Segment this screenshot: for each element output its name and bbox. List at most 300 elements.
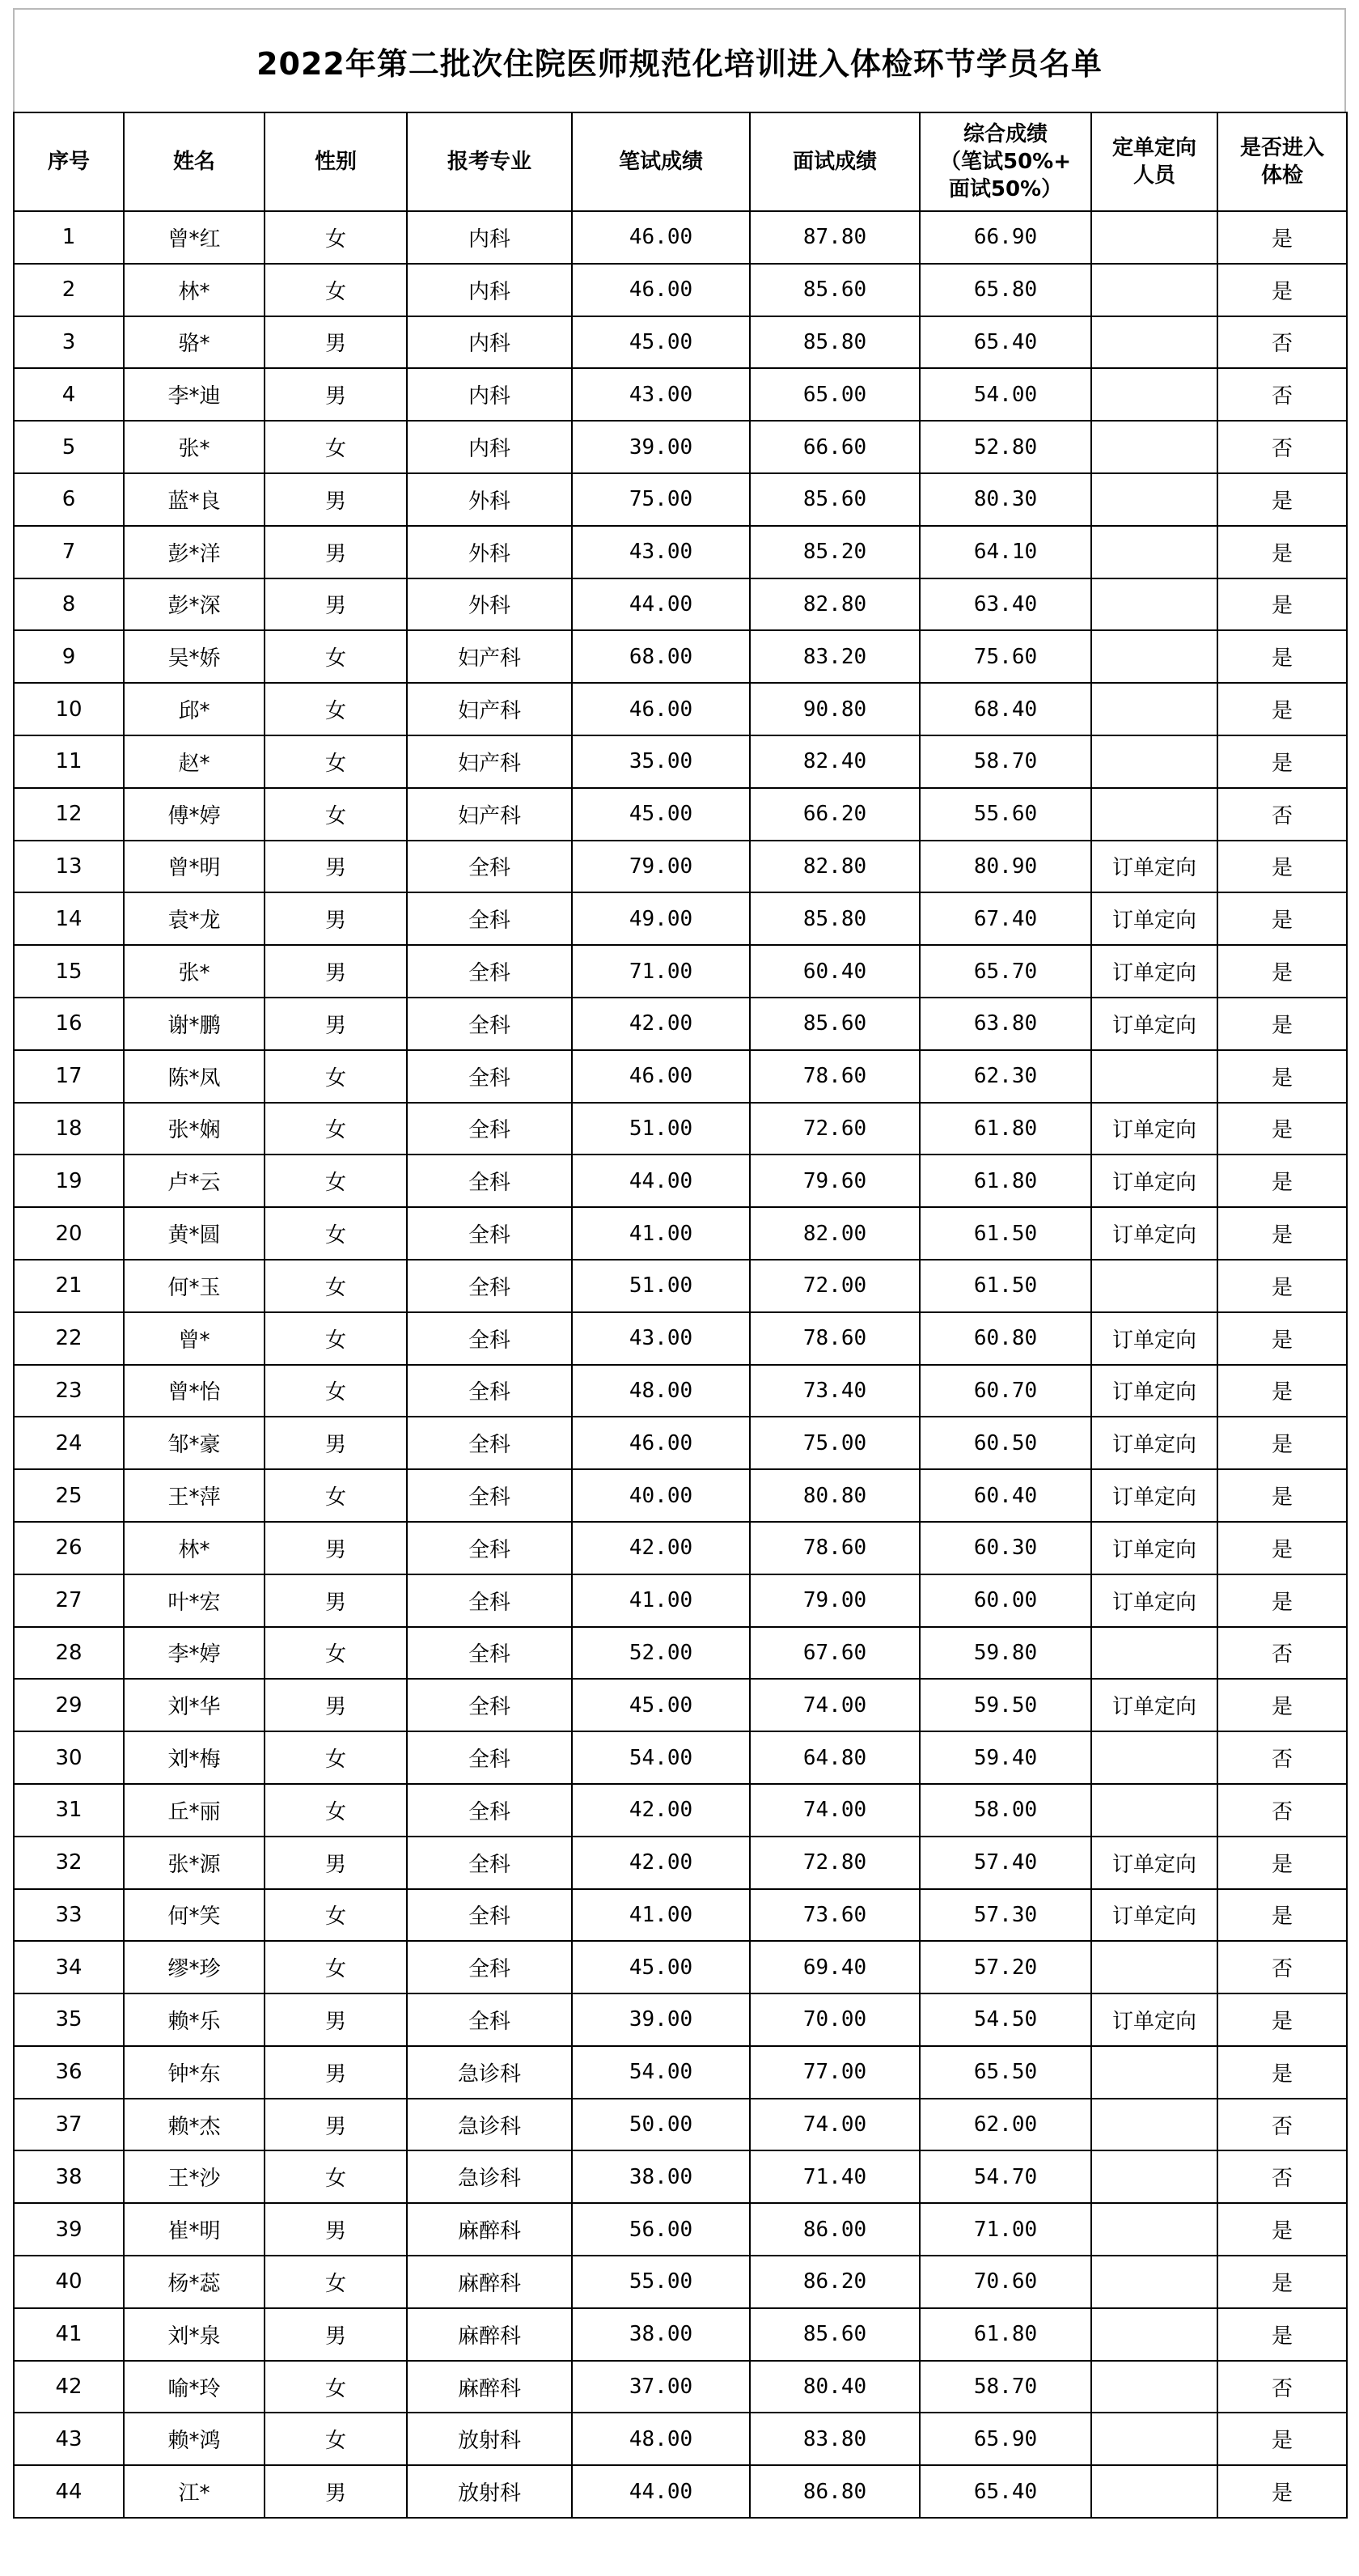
cell-composite-score: 60.40 — [920, 1469, 1091, 1522]
header-oriented-line1: 定单定向 — [1111, 136, 1196, 160]
cell-name: 刘*泉 — [124, 2308, 265, 2361]
cell-seq: 8 — [14, 578, 124, 631]
cell-major: 全科 — [407, 1731, 572, 1784]
table-row — [14, 2046, 1347, 2099]
cell-name: 卢*云 — [124, 1155, 265, 1207]
cell-exam: 是 — [1217, 1260, 1347, 1312]
cell-written-score: 54.00 — [572, 1731, 750, 1784]
table-row — [14, 1941, 1347, 1993]
cell-seq: 42 — [14, 2361, 124, 2413]
cell-gender: 女 — [265, 1103, 407, 1155]
cell-composite-score: 71.00 — [920, 2203, 1091, 2256]
cell-interview-score: 66.60 — [750, 421, 920, 473]
cell-interview-score: 82.00 — [750, 1207, 920, 1260]
cell-composite-score: 61.80 — [920, 2308, 1091, 2361]
cell-exam: 是 — [1217, 1365, 1347, 1417]
cell-seq: 10 — [14, 683, 124, 735]
cell-composite-score: 65.80 — [920, 264, 1091, 316]
cell-interview-score: 77.00 — [750, 2046, 920, 2099]
cell-name: 邱* — [124, 683, 265, 735]
cell-seq: 16 — [14, 998, 124, 1050]
header-gender: 性别 — [265, 112, 407, 211]
cell-written-score: 54.00 — [572, 2046, 750, 2099]
cell-major: 全科 — [407, 1207, 572, 1260]
cell-gender: 女 — [265, 1784, 407, 1837]
cell-exam: 是 — [1217, 211, 1347, 264]
cell-composite-score: 60.30 — [920, 1522, 1091, 1574]
cell-seq: 11 — [14, 735, 124, 788]
cell-written-score: 38.00 — [572, 2150, 750, 2203]
cell-gender: 女 — [265, 211, 407, 264]
cell-written-score: 56.00 — [572, 2203, 750, 2256]
cell-oriented — [1091, 788, 1217, 841]
cell-written-score: 44.00 — [572, 578, 750, 631]
cell-major: 全科 — [407, 1365, 572, 1417]
cell-name: 刘*梅 — [124, 1731, 265, 1784]
cell-composite-score: 58.70 — [920, 735, 1091, 788]
table-row — [14, 1155, 1347, 1207]
cell-interview-score: 70.00 — [750, 1993, 920, 2046]
cell-gender: 男 — [265, 892, 407, 945]
header-seq: 序号 — [14, 112, 124, 211]
header-composite-line2: （笔试50%+ — [939, 150, 1072, 174]
cell-gender: 女 — [265, 264, 407, 316]
cell-exam: 是 — [1217, 473, 1347, 526]
cell-interview-score: 75.00 — [750, 1417, 920, 1469]
cell-oriented — [1091, 1627, 1217, 1680]
cell-written-score: 49.00 — [572, 892, 750, 945]
table-row — [14, 316, 1347, 369]
header-composite-line3: 面试50%） — [948, 177, 1063, 201]
document-sheet — [13, 8, 1346, 2519]
cell-composite-score: 58.00 — [920, 1784, 1091, 1837]
cell-name: 刘*华 — [124, 1679, 265, 1731]
cell-major: 全科 — [407, 1312, 572, 1365]
cell-written-score: 41.00 — [572, 1207, 750, 1260]
cell-oriented: 订单定向 — [1091, 945, 1217, 998]
table-row — [14, 1889, 1347, 1942]
cell-composite-score: 61.80 — [920, 1103, 1091, 1155]
table-row — [14, 2361, 1347, 2413]
cell-major: 内科 — [407, 368, 572, 421]
cell-interview-score: 85.60 — [750, 998, 920, 1050]
cell-major: 全科 — [407, 1417, 572, 1469]
cell-exam: 是 — [1217, 945, 1347, 998]
cell-oriented — [1091, 735, 1217, 788]
cell-exam: 是 — [1217, 1417, 1347, 1469]
table-body — [14, 211, 1347, 2518]
table-row — [14, 1993, 1347, 2046]
cell-exam: 是 — [1217, 1103, 1347, 1155]
cell-oriented — [1091, 211, 1217, 264]
table-row — [14, 368, 1347, 421]
table-row — [14, 2099, 1347, 2151]
cell-composite-score: 58.70 — [920, 2361, 1091, 2413]
cell-gender: 女 — [265, 1889, 407, 1942]
cell-oriented — [1091, 578, 1217, 631]
table-row — [14, 1837, 1347, 1889]
cell-interview-score: 86.80 — [750, 2465, 920, 2518]
cell-seq: 20 — [14, 1207, 124, 1260]
cell-seq: 32 — [14, 1837, 124, 1889]
cell-gender: 男 — [265, 2465, 407, 2518]
cell-exam: 是 — [1217, 1679, 1347, 1731]
table-row — [14, 2150, 1347, 2203]
cell-composite-score: 70.60 — [920, 2256, 1091, 2308]
cell-composite-score: 62.30 — [920, 1050, 1091, 1103]
cell-interview-score: 72.00 — [750, 1260, 920, 1312]
table-row — [14, 1207, 1347, 1260]
cell-interview-score: 78.60 — [750, 1312, 920, 1365]
cell-name: 张*源 — [124, 1837, 265, 1889]
cell-major: 全科 — [407, 1469, 572, 1522]
cell-name: 李*迪 — [124, 368, 265, 421]
cell-interview-score: 82.80 — [750, 841, 920, 893]
cell-name: 邹*豪 — [124, 1417, 265, 1469]
table-row — [14, 1312, 1347, 1365]
cell-seq: 18 — [14, 1103, 124, 1155]
cell-composite-score: 61.50 — [920, 1260, 1091, 1312]
cell-gender: 女 — [265, 735, 407, 788]
cell-exam: 是 — [1217, 1889, 1347, 1942]
cell-composite-score: 65.90 — [920, 2413, 1091, 2465]
cell-oriented — [1091, 683, 1217, 735]
cell-interview-score: 85.20 — [750, 526, 920, 578]
header-major: 报考专业 — [407, 112, 572, 211]
cell-exam: 否 — [1217, 1941, 1347, 1993]
cell-major: 急诊科 — [407, 2046, 572, 2099]
cell-exam: 否 — [1217, 421, 1347, 473]
cell-gender: 女 — [265, 1941, 407, 1993]
cell-interview-score: 67.60 — [750, 1627, 920, 1680]
table-row — [14, 473, 1347, 526]
cell-seq: 28 — [14, 1627, 124, 1680]
cell-gender: 女 — [265, 421, 407, 473]
cell-major: 全科 — [407, 841, 572, 893]
cell-gender: 女 — [265, 788, 407, 841]
cell-oriented: 订单定向 — [1091, 1155, 1217, 1207]
cell-written-score: 39.00 — [572, 421, 750, 473]
cell-gender: 男 — [265, 2046, 407, 2099]
cell-name: 曾*明 — [124, 841, 265, 893]
table-row — [14, 945, 1347, 998]
cell-composite-score: 67.40 — [920, 892, 1091, 945]
cell-oriented: 订单定向 — [1091, 1207, 1217, 1260]
cell-composite-score: 60.00 — [920, 1574, 1091, 1627]
cell-written-score: 45.00 — [572, 1941, 750, 1993]
cell-oriented — [1091, 2308, 1217, 2361]
cell-name: 黄*圆 — [124, 1207, 265, 1260]
cell-composite-score: 62.00 — [920, 2099, 1091, 2151]
cell-written-score: 68.00 — [572, 630, 750, 683]
cell-written-score: 51.00 — [572, 1103, 750, 1155]
cell-composite-score: 80.90 — [920, 841, 1091, 893]
cell-composite-score: 54.50 — [920, 1993, 1091, 2046]
cell-exam: 是 — [1217, 264, 1347, 316]
header-interview-score: 面试成绩 — [750, 112, 920, 211]
cell-name: 王*沙 — [124, 2150, 265, 2203]
cell-major: 全科 — [407, 1837, 572, 1889]
cell-interview-score: 86.20 — [750, 2256, 920, 2308]
cell-oriented: 订单定向 — [1091, 1574, 1217, 1627]
cell-written-score: 43.00 — [572, 526, 750, 578]
cell-major: 妇产科 — [407, 630, 572, 683]
cell-oriented — [1091, 2046, 1217, 2099]
cell-name: 袁*龙 — [124, 892, 265, 945]
cell-written-score: 71.00 — [572, 945, 750, 998]
cell-gender: 女 — [265, 1365, 407, 1417]
cell-gender: 男 — [265, 578, 407, 631]
table-row — [14, 735, 1347, 788]
cell-written-score: 42.00 — [572, 1837, 750, 1889]
cell-seq: 35 — [14, 1993, 124, 2046]
cell-interview-score: 69.40 — [750, 1941, 920, 1993]
cell-major: 妇产科 — [407, 683, 572, 735]
cell-composite-score: 60.50 — [920, 1417, 1091, 1469]
cell-name: 曾*怡 — [124, 1365, 265, 1417]
cell-exam: 否 — [1217, 788, 1347, 841]
table-row — [14, 1050, 1347, 1103]
table-row — [14, 526, 1347, 578]
cell-gender: 女 — [265, 2413, 407, 2465]
cell-seq: 24 — [14, 1417, 124, 1469]
cell-interview-score: 85.60 — [750, 473, 920, 526]
table-row — [14, 683, 1347, 735]
table-row — [14, 1365, 1347, 1417]
cell-oriented — [1091, 2150, 1217, 2203]
table-row — [14, 1522, 1347, 1574]
cell-major: 全科 — [407, 1941, 572, 1993]
cell-major: 妇产科 — [407, 788, 572, 841]
cell-name: 赵* — [124, 735, 265, 788]
cell-gender: 女 — [265, 1469, 407, 1522]
cell-interview-score: 90.80 — [750, 683, 920, 735]
table-row — [14, 1627, 1347, 1680]
cell-name: 张*娴 — [124, 1103, 265, 1155]
cell-major: 麻醉科 — [407, 2308, 572, 2361]
table-row — [14, 1260, 1347, 1312]
cell-exam: 是 — [1217, 578, 1347, 631]
cell-interview-score: 85.60 — [750, 2308, 920, 2361]
cell-composite-score: 65.40 — [920, 316, 1091, 369]
cell-exam: 是 — [1217, 2203, 1347, 2256]
cell-name: 喻*玲 — [124, 2361, 265, 2413]
cell-name: 江* — [124, 2465, 265, 2518]
cell-written-score: 46.00 — [572, 264, 750, 316]
cell-gender: 男 — [265, 1837, 407, 1889]
cell-seq: 22 — [14, 1312, 124, 1365]
cell-seq: 37 — [14, 2099, 124, 2151]
cell-written-score: 38.00 — [572, 2308, 750, 2361]
cell-interview-score: 87.80 — [750, 211, 920, 264]
cell-name: 王*萍 — [124, 1469, 265, 1522]
cell-exam: 是 — [1217, 2256, 1347, 2308]
cell-exam: 是 — [1217, 1522, 1347, 1574]
cell-oriented: 订单定向 — [1091, 841, 1217, 893]
cell-exam: 否 — [1217, 2361, 1347, 2413]
cell-seq: 1 — [14, 211, 124, 264]
cell-written-score: 41.00 — [572, 1574, 750, 1627]
cell-major: 全科 — [407, 1574, 572, 1627]
cell-written-score: 46.00 — [572, 1050, 750, 1103]
cell-composite-score: 64.10 — [920, 526, 1091, 578]
cell-major: 全科 — [407, 1627, 572, 1680]
table-row — [14, 841, 1347, 893]
cell-seq: 26 — [14, 1522, 124, 1574]
cell-gender: 男 — [265, 526, 407, 578]
cell-written-score: 39.00 — [572, 1993, 750, 2046]
cell-gender: 男 — [265, 841, 407, 893]
cell-seq: 44 — [14, 2465, 124, 2518]
cell-interview-score: 79.00 — [750, 1574, 920, 1627]
cell-major: 全科 — [407, 1522, 572, 1574]
cell-major: 全科 — [407, 1679, 572, 1731]
cell-composite-score: 65.50 — [920, 2046, 1091, 2099]
cell-interview-score: 72.80 — [750, 1837, 920, 1889]
cell-interview-score: 74.00 — [750, 2099, 920, 2151]
cell-interview-score: 65.00 — [750, 368, 920, 421]
cell-composite-score: 60.80 — [920, 1312, 1091, 1365]
cell-composite-score: 60.70 — [920, 1365, 1091, 1417]
cell-gender: 女 — [265, 1627, 407, 1680]
cell-exam: 是 — [1217, 683, 1347, 735]
cell-exam: 是 — [1217, 1155, 1347, 1207]
cell-seq: 36 — [14, 2046, 124, 2099]
cell-gender: 女 — [265, 1155, 407, 1207]
cell-major: 放射科 — [407, 2413, 572, 2465]
cell-exam: 是 — [1217, 2308, 1347, 2361]
table-row — [14, 2256, 1347, 2308]
table-header-row — [14, 112, 1347, 211]
cell-major: 急诊科 — [407, 2150, 572, 2203]
cell-written-score: 46.00 — [572, 1417, 750, 1469]
cell-oriented — [1091, 526, 1217, 578]
table-row — [14, 1103, 1347, 1155]
cell-composite-score: 61.80 — [920, 1155, 1091, 1207]
cell-major: 全科 — [407, 998, 572, 1050]
table-row — [14, 1469, 1347, 1522]
cell-name: 谢*鹏 — [124, 998, 265, 1050]
cell-written-score: 41.00 — [572, 1889, 750, 1942]
cell-major: 全科 — [407, 1050, 572, 1103]
trainee-list-table — [13, 112, 1348, 2519]
cell-oriented — [1091, 2413, 1217, 2465]
cell-gender: 女 — [265, 2256, 407, 2308]
cell-major: 外科 — [407, 473, 572, 526]
cell-composite-score: 80.30 — [920, 473, 1091, 526]
cell-oriented — [1091, 473, 1217, 526]
cell-oriented: 订单定向 — [1091, 1837, 1217, 1889]
cell-written-score: 42.00 — [572, 1784, 750, 1837]
cell-seq: 38 — [14, 2150, 124, 2203]
cell-major: 放射科 — [407, 2465, 572, 2518]
cell-seq: 17 — [14, 1050, 124, 1103]
cell-interview-score: 83.80 — [750, 2413, 920, 2465]
cell-oriented: 订单定向 — [1091, 1103, 1217, 1155]
cell-oriented — [1091, 2361, 1217, 2413]
cell-seq: 15 — [14, 945, 124, 998]
cell-written-score: 45.00 — [572, 1679, 750, 1731]
header-exam-line2: 体检 — [1260, 163, 1303, 188]
cell-exam: 否 — [1217, 316, 1347, 369]
cell-oriented: 订单定向 — [1091, 1679, 1217, 1731]
table-row — [14, 630, 1347, 683]
cell-interview-score: 73.40 — [750, 1365, 920, 1417]
cell-seq: 23 — [14, 1365, 124, 1417]
cell-seq: 3 — [14, 316, 124, 369]
cell-written-score: 79.00 — [572, 841, 750, 893]
cell-oriented: 订单定向 — [1091, 1312, 1217, 1365]
cell-major: 内科 — [407, 264, 572, 316]
cell-major: 全科 — [407, 892, 572, 945]
cell-interview-score: 71.40 — [750, 2150, 920, 2203]
cell-name: 曾* — [124, 1312, 265, 1365]
cell-seq: 9 — [14, 630, 124, 683]
cell-composite-score: 59.50 — [920, 1679, 1091, 1731]
cell-seq: 6 — [14, 473, 124, 526]
cell-gender: 男 — [265, 1522, 407, 1574]
cell-major: 急诊科 — [407, 2099, 572, 2151]
cell-gender: 女 — [265, 683, 407, 735]
cell-name: 张* — [124, 421, 265, 473]
cell-oriented — [1091, 1784, 1217, 1837]
cell-gender: 男 — [265, 473, 407, 526]
cell-seq: 40 — [14, 2256, 124, 2308]
cell-major: 麻醉科 — [407, 2361, 572, 2413]
cell-name: 叶*宏 — [124, 1574, 265, 1627]
cell-seq: 21 — [14, 1260, 124, 1312]
cell-oriented — [1091, 2203, 1217, 2256]
cell-gender: 女 — [265, 630, 407, 683]
cell-major: 麻醉科 — [407, 2203, 572, 2256]
cell-interview-score: 64.80 — [750, 1731, 920, 1784]
cell-oriented — [1091, 2256, 1217, 2308]
cell-name: 彭*洋 — [124, 526, 265, 578]
cell-gender: 女 — [265, 2150, 407, 2203]
cell-seq: 2 — [14, 264, 124, 316]
header-oriented — [1091, 112, 1217, 211]
cell-written-score: 40.00 — [572, 1469, 750, 1522]
cell-name: 李*婷 — [124, 1627, 265, 1680]
header-name: 姓名 — [124, 112, 265, 211]
cell-composite-score: 65.70 — [920, 945, 1091, 998]
cell-oriented: 订单定向 — [1091, 1522, 1217, 1574]
header-composite-line1: 综合成绩 — [963, 122, 1048, 146]
cell-oriented — [1091, 421, 1217, 473]
table-row — [14, 1574, 1347, 1627]
cell-composite-score: 75.60 — [920, 630, 1091, 683]
cell-oriented: 订单定向 — [1091, 998, 1217, 1050]
cell-written-score: 50.00 — [572, 2099, 750, 2151]
cell-name: 崔*明 — [124, 2203, 265, 2256]
cell-oriented — [1091, 264, 1217, 316]
cell-name: 吴*娇 — [124, 630, 265, 683]
cell-composite-score: 52.80 — [920, 421, 1091, 473]
header-exam-line1: 是否进入 — [1239, 136, 1324, 160]
cell-seq: 33 — [14, 1889, 124, 1942]
cell-interview-score: 86.00 — [750, 2203, 920, 2256]
cell-written-score: 37.00 — [572, 2361, 750, 2413]
table-row — [14, 421, 1347, 473]
cell-written-score: 46.00 — [572, 211, 750, 264]
cell-seq: 14 — [14, 892, 124, 945]
cell-seq: 27 — [14, 1574, 124, 1627]
cell-composite-score: 65.40 — [920, 2465, 1091, 2518]
cell-seq: 41 — [14, 2308, 124, 2361]
cell-gender: 男 — [265, 2203, 407, 2256]
cell-interview-score: 82.40 — [750, 735, 920, 788]
cell-oriented — [1091, 1260, 1217, 1312]
